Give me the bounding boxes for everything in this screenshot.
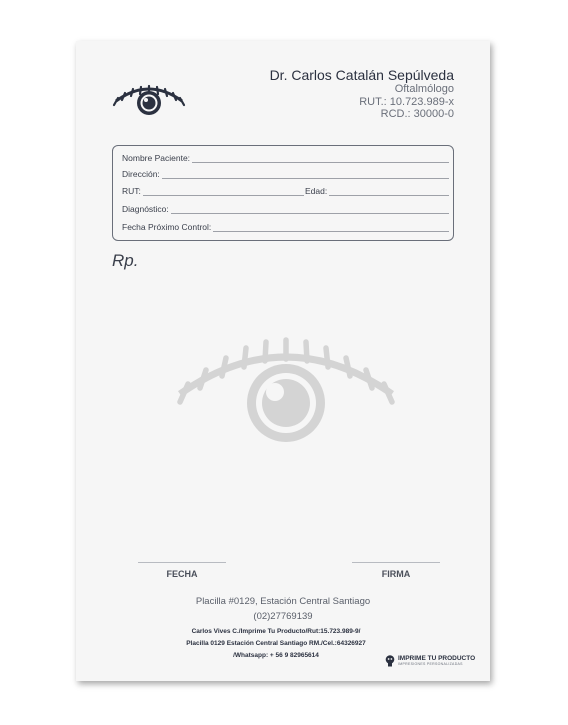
age-label: Edad:	[305, 186, 328, 196]
rx-label: Rp.	[112, 251, 139, 270]
doctor-info	[270, 67, 454, 121]
doctor-rcd: RCD.: 30000-0	[380, 108, 454, 121]
brand-tagline: IMPRESIONES PERSONALIZADAS	[398, 661, 463, 666]
printer-brand	[385, 655, 475, 667]
age-field[interactable]	[305, 186, 449, 196]
address-field[interactable]	[122, 169, 449, 179]
rut-field[interactable]	[122, 186, 304, 196]
prescription-sheet	[76, 41, 490, 681]
patient-name-label: Nombre Paciente:	[122, 153, 191, 163]
bulb-icon	[385, 655, 395, 667]
doctor-rut: RUT.: 10.723.989-x	[359, 95, 454, 108]
rut-label: RUT:	[122, 186, 141, 196]
printer-line-1: Carlos Vives C./Imprime Tu Producto/Rut:15.723.989-9/	[191, 628, 361, 635]
address-label: Dirección:	[122, 169, 160, 179]
doctor-specialty: Oftalmólogo	[394, 83, 454, 96]
diagnosis-field[interactable]	[122, 204, 449, 214]
printer-line-3: /Whatsapp: + 56 9 82965614	[233, 652, 319, 659]
eye-watermark-icon	[176, 326, 396, 446]
patient-form	[112, 145, 454, 241]
next-control-field[interactable]	[122, 222, 449, 232]
printer-line-2: Placilla 0129 Estación Central Santiago RM./Cel.:64326927	[186, 640, 366, 647]
date-signature	[138, 562, 226, 579]
clinic-phone: (02)27769139	[253, 611, 313, 622]
doctor-name: Dr. Carlos Catalán Sepúlveda	[269, 67, 454, 83]
clinic-address: Placilla #0129, Estación Central Santiago	[195, 596, 371, 607]
sign-signature	[352, 562, 440, 579]
eye-logo-icon	[112, 79, 186, 117]
patient-name-field[interactable]	[122, 153, 449, 163]
next-control-label: Fecha Próximo Control:	[122, 222, 212, 232]
date-label: FECHA	[166, 569, 198, 579]
diagnosis-label: Diagnóstico:	[122, 204, 169, 214]
sign-label: FIRMA	[381, 569, 411, 579]
brand-name: IMPRIME TU PRODUCTO	[398, 655, 476, 662]
